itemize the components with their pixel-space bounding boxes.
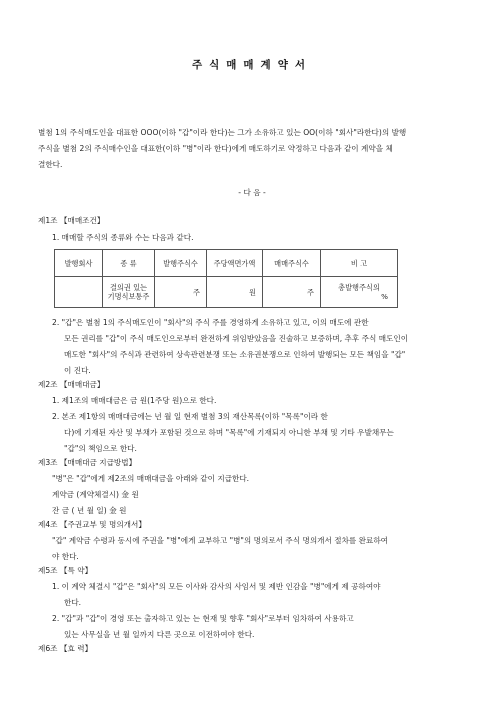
- table-header-cell: 비 고: [321, 250, 398, 277]
- article-paragraph: "갑"의 책임으로 한다.: [64, 444, 137, 453]
- table-header-row: [55, 250, 398, 277]
- note-line: 총발행주식의: [338, 283, 380, 292]
- article-heading: 제5조 【특 약】: [38, 566, 93, 575]
- note-percent: %: [381, 292, 388, 301]
- stock-table: [54, 249, 398, 308]
- article-paragraph: 1. 이 계약 체결시 "갑"은 "회사"의 모든 이사와 감사의 사임서 및 제반 인감을 "병"에게 제 공하여야: [52, 582, 381, 591]
- kind-line: 기명식보통주: [107, 292, 150, 301]
- issued-shares-cell: 주: [155, 277, 207, 308]
- par-value-cell: 원: [207, 277, 263, 308]
- intro-line: 주식을 별첨 2의 주식매수인을 대표한(이하 "병"이라 한다)에게 매도하기로 약정하고 다음과 같이 계약을 체: [38, 144, 393, 153]
- article-paragraph: "병"은 "갑"에게 제2조의 매매대금을 아래와 같이 지급한다.: [52, 474, 250, 483]
- article-paragraph: 1. 매매할 주식의 종류와 수는 다음과 같다.: [52, 233, 194, 242]
- article-paragraph: 2. "갑"은 별첨 1의 주식매도인이 "회사"의 주식 주를 경영하게 소유하고 있고, 이의 매도에 관한: [52, 318, 369, 327]
- article-paragraph: 한다.: [64, 598, 82, 607]
- intro-line: 별첨 1의 주식매도인을 대표한 OOO(이하 "갑"이라 한다)는 그가 소유하고 있는 OO(이하 "회사"라한다)의 발행: [38, 128, 407, 137]
- kind-cell: [103, 277, 155, 308]
- trade-shares-cell: 주: [263, 277, 321, 308]
- article-paragraph: 1. 제1조의 매매대금은 금 원(1주당 원)으로 한다.: [52, 396, 217, 405]
- article-heading: 제1조 【매매조건】: [38, 216, 105, 225]
- article-paragraph: 모든 권리를 "갑"이 주식 매도인으로부터 완전하게 위임받았음을 진술하고 보증하며, 추후 주식 매도인이: [64, 334, 409, 343]
- article-heading: 제2조 【매매대금】: [38, 380, 105, 389]
- article-paragraph: 잔 금 ( 년 월 일) 金 원: [52, 506, 127, 515]
- article-paragraph: 계약금 (계약체결시) 金 원: [52, 490, 139, 499]
- article-paragraph: 매도한 "회사"의 주식과 관련하여 상속관련분쟁 또는 소유권분쟁으로 인하여 발행되는 모든 책임을 "갑": [64, 350, 406, 359]
- article-paragraph: "갑" 계약금 수령과 동시에 주권을 "병"에게 교부하고 "병"의 명의로서 주식 명의개서 절차를 완료하여: [52, 536, 389, 545]
- article-paragraph: 다)에 기재된 자산 및 부채가 포함된 것으로 하며 "목록"에 기재되지 아니한 부채 및 기타 우발채무는: [64, 428, 394, 437]
- table-header-cell: 발행주식수: [155, 250, 207, 277]
- article-heading: 제3조 【매매대금 지급방법】: [38, 458, 137, 467]
- article-paragraph: 이 진다.: [64, 366, 91, 375]
- table-header-cell: 매매주식수: [263, 250, 321, 277]
- article-paragraph: 야 한다.: [52, 552, 79, 561]
- article-paragraph: 2. "갑"과 "갑"이 경영 또는 출자하고 있는 는 현재 및 향후 "회사"로부터 임차하여 사용하고: [52, 614, 354, 623]
- article-paragraph: 2. 본조 제1항의 매매대금에는 년 월 일 현재 별첨 3의 재산목록(이하 "목록"이라 한: [52, 412, 328, 421]
- kind-line: 결의권 있는: [109, 283, 147, 292]
- intro-line: 결한다.: [38, 160, 63, 169]
- table-header-cell: 발행회사: [55, 250, 103, 277]
- article-heading: 제6조 【효 력】: [38, 644, 93, 653]
- note-cell: [321, 277, 398, 308]
- table-row: [55, 277, 398, 308]
- company-cell: [55, 277, 103, 308]
- article-heading: 제4조 【주권교부 및 명의개서】: [38, 520, 146, 529]
- article-paragraph: 있는 사무실을 년 월 일까지 다른 곳으로 이전하여야 한다.: [64, 630, 255, 639]
- table-header-cell: 종 류: [103, 250, 155, 277]
- table-header-cell: 주당액면가액: [207, 250, 263, 277]
- separator: - 다 음 -: [238, 188, 266, 197]
- document-title: 주식매매계약서: [191, 59, 312, 71]
